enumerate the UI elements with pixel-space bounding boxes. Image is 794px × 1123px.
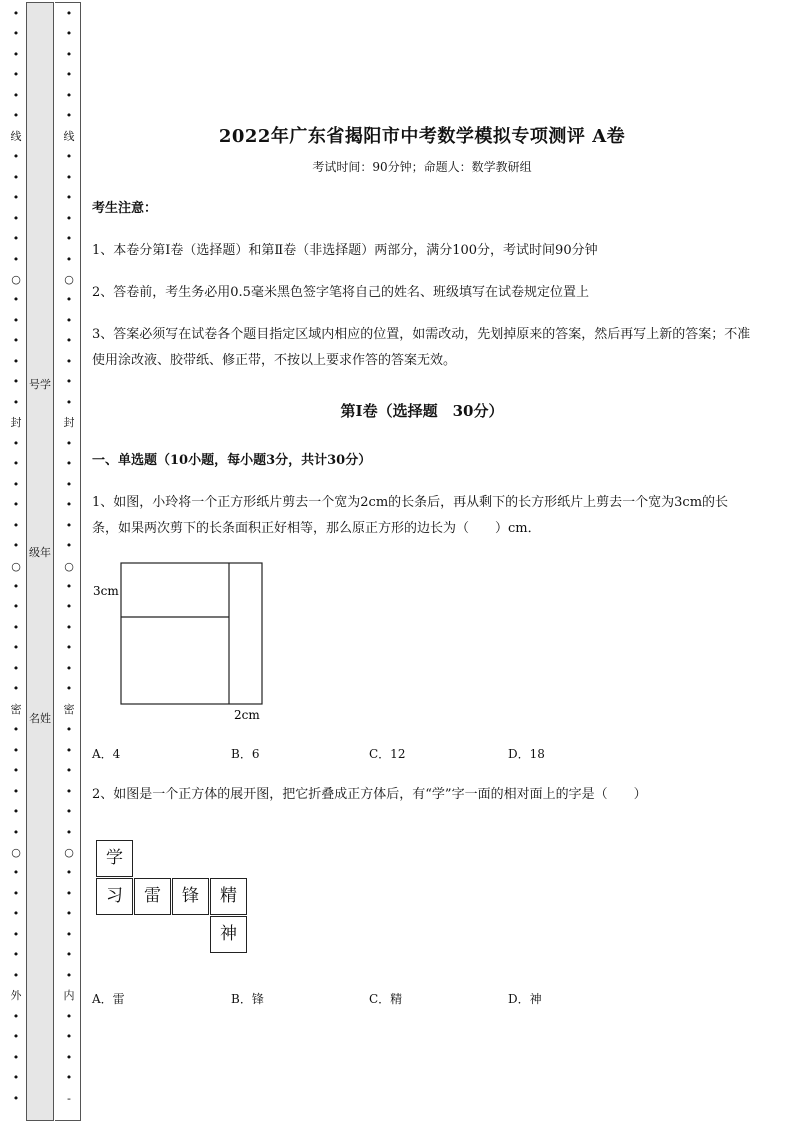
binding-mark: ○ [64, 559, 74, 573]
binding-mark: • [12, 1030, 20, 1044]
square-cut-diagram [92, 560, 282, 725]
binding-mark: • [12, 313, 20, 327]
option-a[interactable]: A．4 [92, 747, 121, 761]
binding-mark: • [65, 232, 73, 246]
binding-mark: • [65, 150, 73, 164]
option-b[interactable]: B．锋 [231, 992, 264, 1006]
binding-mark: • [65, 293, 73, 307]
binding-mark: ○ [64, 845, 74, 859]
question-1-figure [92, 560, 282, 729]
binding-mark: • [65, 375, 73, 389]
square-outline [121, 563, 262, 704]
binding-mark: • [65, 723, 73, 737]
binding-mark: 线 [10, 129, 22, 143]
binding-mark: • [65, 395, 73, 409]
binding-mark: • [12, 211, 20, 225]
binding-mark: ○ [11, 273, 21, 287]
binding-mark: • [65, 457, 73, 471]
binding-mark: • [65, 47, 73, 61]
option-d[interactable]: D．神 [508, 992, 542, 1006]
binding-mark: • [12, 47, 20, 61]
binding-mark: • [12, 436, 20, 450]
binding-mark: • [65, 682, 73, 696]
binding-mark: • [65, 927, 73, 941]
binding-mark: • [12, 375, 20, 389]
binding-mark: - [67, 1091, 71, 1105]
binding-mark: • [65, 539, 73, 553]
binding-mark: 外 [10, 989, 22, 1003]
binding-mark: • [12, 27, 20, 41]
student-id-label: 号学 [29, 378, 51, 391]
binding-mark: ○ [11, 559, 21, 573]
question-2-stem: 2、如图是一个正方体的展开图，把它折叠成正方体后，有“学”字一面的相对面上的字是（ ） [92, 787, 647, 802]
binding-mark: • [65, 191, 73, 205]
binding-mark: • [65, 743, 73, 757]
section-title: 第I卷（选择题 30分） [340, 402, 504, 420]
binding-mark: • [12, 457, 20, 471]
option-c[interactable]: C．精 [369, 992, 403, 1006]
binding-mark: 密 [63, 702, 75, 716]
binding-mark: • [65, 518, 73, 532]
binding-mark: 封 [63, 416, 75, 430]
binding-mark: • [12, 7, 20, 20]
notice-item-2: 2、答卷前，考生务必用0.5毫米黑色签字笔将自己的姓名、班级填写在试卷规定位置上 [92, 285, 589, 300]
binding-mark: • [65, 1071, 73, 1085]
binding-mark: • [65, 948, 73, 962]
binding-mark: • [65, 641, 73, 655]
label-3cm: 3cm [93, 584, 119, 598]
binding-mark: • [65, 1009, 73, 1023]
binding-mark: • [12, 232, 20, 246]
binding-mark: • [65, 579, 73, 593]
binding-mark: • [65, 805, 73, 819]
binding-mark: • [65, 1030, 73, 1044]
option-a[interactable]: A．雷 [92, 992, 125, 1006]
binding-mark: • [12, 395, 20, 409]
binding-mark: 内 [63, 989, 75, 1003]
option-c[interactable]: C．12 [369, 747, 406, 761]
binding-mark: 密 [10, 702, 22, 716]
binding-mark: • [12, 1071, 20, 1085]
binding-mark: • [65, 27, 73, 41]
binding-mark: • [12, 293, 20, 307]
binding-mark: • [12, 150, 20, 164]
binding-mark: • [65, 825, 73, 839]
binding-mark: • [12, 805, 20, 819]
binding-mark: • [65, 334, 73, 348]
binding-mark: • [12, 743, 20, 757]
binding-mark: • [65, 436, 73, 450]
binding-mark: • [12, 784, 20, 798]
binding-mark: • [12, 866, 20, 880]
binding-mark: • [65, 109, 73, 123]
binding-mark: • [12, 354, 20, 368]
binding-mark: • [12, 539, 20, 553]
binding-mark: • [12, 661, 20, 675]
binding-mark: • [65, 1050, 73, 1064]
net-cell-3: 锋 [172, 878, 209, 915]
exam-title: 2022年广东省揭阳市中考数学模拟专项测评 A卷 [218, 126, 626, 147]
label-2cm: 2cm [234, 708, 260, 722]
binding-mark: • [65, 886, 73, 900]
net-cell-4: 精 [210, 878, 247, 915]
binding-mark: 封 [10, 416, 22, 430]
binding-mark: • [12, 191, 20, 205]
binding-mark: • [65, 354, 73, 368]
binding-strip-outer [0, 0, 26, 1123]
binding-mark: • [65, 211, 73, 225]
binding-mark: • [12, 641, 20, 655]
binding-mark: • [65, 252, 73, 266]
part-heading: 一、单选题（10小题，每小题3分，共计30分） [92, 453, 372, 468]
notice-heading: 考生注意： [92, 201, 158, 216]
exam-subtitle: 考试时间：90分钟；命题人：数学教研组 [312, 160, 532, 174]
net-cell-2: 雷 [134, 878, 171, 915]
grade-label: 级年 [29, 546, 51, 559]
option-b[interactable]: B．6 [231, 747, 260, 761]
binding-mark: • [65, 170, 73, 184]
binding-mark: • [65, 784, 73, 798]
binding-mark: • [12, 682, 20, 696]
notice-item-1: 1、本卷分第I卷（选择题）和第Ⅱ卷（非选择题）两部分，满分100分，考试时间90分钟 [92, 243, 598, 258]
binding-mark: • [12, 886, 20, 900]
binding-mark: • [12, 907, 20, 921]
binding-mark: • [65, 600, 73, 614]
binding-mark: ○ [64, 273, 74, 287]
binding-mark: • [12, 68, 20, 82]
binding-mark: ○ [11, 845, 21, 859]
binding-mark: • [12, 968, 20, 982]
binding-mark: • [65, 620, 73, 634]
binding-mark: • [12, 764, 20, 778]
net-cell-1: 习 [96, 878, 133, 915]
binding-mark: • [12, 498, 20, 512]
binding-mark: • [65, 477, 73, 491]
binding-mark: • [12, 252, 20, 266]
binding-mark: • [65, 764, 73, 778]
binding-mark: • [65, 661, 73, 675]
binding-mark: • [12, 477, 20, 491]
binding-mark: • [65, 68, 73, 82]
binding-mark: • [65, 498, 73, 512]
binding-mark: • [12, 170, 20, 184]
binding-mark: • [65, 88, 73, 102]
binding-mark: • [12, 518, 20, 532]
binding-mark: • [12, 109, 20, 123]
binding-mark: • [65, 866, 73, 880]
binding-mark: • [12, 948, 20, 962]
binding-mark: • [12, 334, 20, 348]
question-1-stem: 1、如图，小玲将一个正方形纸片剪去一个宽为2cm的长条后，再从剩下的长方形纸片上剪去一个宽为3cm的长条，如果两次剪下的长条面积正好相等，那么原正方形的边长为（ ）cm． [92, 495, 729, 536]
binding-mark: • [12, 1050, 20, 1064]
binding-mark: • [65, 313, 73, 327]
binding-mark: • [12, 1009, 20, 1023]
binding-mark: • [12, 579, 20, 593]
net-cell-top: 学 [96, 840, 133, 877]
option-d[interactable]: D．18 [508, 747, 545, 761]
binding-mark: • [12, 600, 20, 614]
binding-mark: • [12, 1091, 20, 1105]
binding-mark: • [12, 723, 20, 737]
name-label: 名姓 [29, 712, 51, 725]
binding-mark: • [12, 927, 20, 941]
binding-mark: • [65, 968, 73, 982]
binding-mark: • [12, 88, 20, 102]
notice-item-3: 3、答案必须写在试卷各个题目指定区域内相应的位置，如需改动，先划掉原来的答案，然后再写上新的答案；不准使用涂改液、胶带纸、修正带，不按以上要求作答的答案无效。 [92, 327, 751, 368]
net-cell-bottom: 神 [210, 916, 247, 953]
binding-mark: • [12, 620, 20, 634]
binding-mark: • [12, 825, 20, 839]
binding-mark: 线 [63, 129, 75, 143]
binding-mark: • [65, 7, 73, 20]
binding-mark: • [65, 907, 73, 921]
